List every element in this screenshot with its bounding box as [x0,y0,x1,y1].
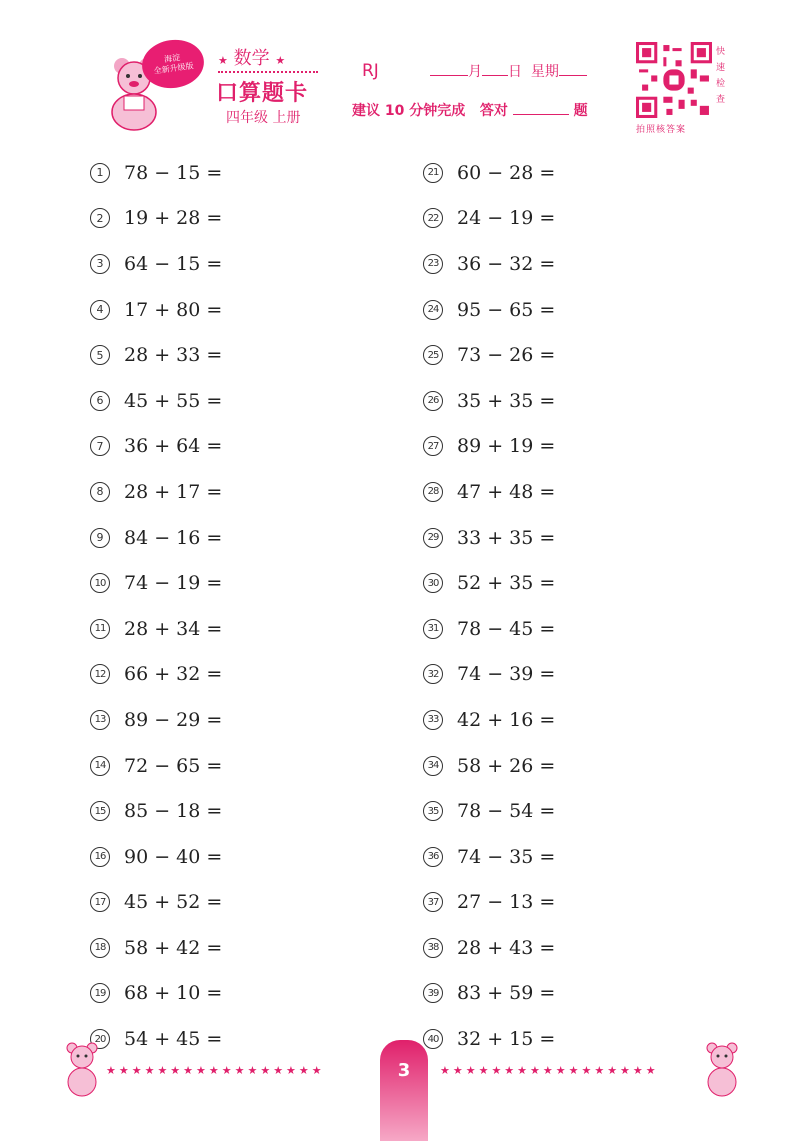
problem-expression: 19 + 28 = [124,207,223,230]
qr-code-icon [636,42,712,118]
problem-number: 25 [423,345,443,365]
problem-expression: 28 + 33 = [124,344,223,367]
problem-number: 9 [90,528,110,548]
time-suggestion: 建议 10 分钟完成 [352,103,466,119]
book-title: 口算题卡 [216,81,309,106]
problem-number: 10 [90,573,110,593]
problem-item [90,332,222,378]
problem-expression: 58 + 42 = [124,936,223,959]
problems-right-column [423,150,555,1062]
problem-item [423,880,555,926]
problem-number: 37 [423,892,443,912]
problem-expression: 47 + 48 = [457,480,556,503]
problem-number: 31 [423,619,443,639]
decorative-stars: ★★★★★★★★★★★★★★★★★ [440,1064,659,1077]
brand-block [102,40,317,135]
correct-label: 答对 [479,103,508,119]
qr-caption: 拍照核答案 [636,125,687,135]
date-fields [430,61,587,81]
problem-item [90,606,222,652]
problem-item [90,834,222,880]
problem-expression: 74 − 19 = [124,572,223,595]
problem-expression: 68 + 10 = [124,982,223,1005]
problem-number: 33 [423,710,443,730]
problem-number: 14 [90,756,110,776]
problem-item [423,743,555,789]
problem-number: 35 [423,801,443,821]
page-tab [380,1040,428,1141]
correct-count-blank[interactable] [513,100,569,115]
problem-expression: 78 − 54 = [457,800,556,823]
problem-expression: 45 + 55 = [124,389,223,412]
badge-line2: 全新升级版 [153,61,195,76]
problem-expression: 74 − 39 = [457,663,556,686]
problem-number: 12 [90,664,110,684]
problem-expression: 89 − 29 = [124,708,223,731]
problem-expression: 90 − 40 = [124,845,223,868]
star-icon: ★ [275,54,286,67]
problem-number: 8 [90,482,110,502]
problem-expression: 74 − 35 = [457,845,556,868]
edition-code: RJ [362,61,379,81]
badge-line1: 海淀 [163,52,181,65]
problem-item [90,150,222,196]
problem-item [90,241,222,287]
problem-item [423,150,555,196]
problem-number: 4 [90,300,110,320]
problem-expression: 17 + 80 = [124,298,223,321]
problem-expression: 85 − 18 = [124,800,223,823]
problem-number: 5 [90,345,110,365]
problem-item [423,788,555,834]
problem-item [90,196,222,242]
divider [218,71,318,73]
problem-expression: 60 − 28 = [457,161,556,184]
problem-item [423,925,555,971]
problem-number: 36 [423,847,443,867]
problem-item [90,424,222,470]
problem-expression: 28 + 43 = [457,936,556,959]
problem-expression: 24 − 19 = [457,207,556,230]
problem-number: 34 [423,756,443,776]
problem-item [90,287,222,333]
weekday-blank[interactable] [559,61,587,76]
day-label: 日 [508,64,522,80]
problem-expression: 78 − 15 = [124,161,223,184]
problem-item [423,971,555,1017]
problem-expression: 27 − 13 = [457,891,556,914]
problem-item [423,697,555,743]
problem-expression: 83 + 59 = [457,982,556,1005]
problem-number: 19 [90,983,110,1003]
problems-left-column [90,150,222,1062]
problem-expression: 95 − 65 = [457,298,556,321]
day-blank[interactable] [482,61,508,76]
problem-item [423,196,555,242]
problem-item [423,332,555,378]
problem-item [423,469,555,515]
problem-expression: 58 + 26 = [457,754,556,777]
instruction-line [352,100,588,120]
problem-expression: 72 − 65 = [124,754,223,777]
problem-number: 16 [90,847,110,867]
problem-number: 6 [90,391,110,411]
problem-number: 1 [90,163,110,183]
problem-number: 18 [90,938,110,958]
problem-expression: 45 + 52 = [124,891,223,914]
problem-item [423,378,555,424]
problem-number: 21 [423,163,443,183]
problem-number: 29 [423,528,443,548]
problem-number: 26 [423,391,443,411]
problem-expression: 64 − 15 = [124,252,223,275]
problem-expression: 73 − 26 = [457,344,556,367]
problem-expression: 66 + 32 = [124,663,223,686]
problem-number: 39 [423,983,443,1003]
problem-expression: 35 + 35 = [457,389,556,412]
problem-item [423,606,555,652]
problem-item [423,515,555,561]
problem-item [90,743,222,789]
decorative-stars: ★★★★★★★★★★★★★★★★★ [106,1064,325,1077]
problem-number: 3 [90,254,110,274]
problem-item [90,788,222,834]
problem-number: 27 [423,436,443,456]
grade-label: 四年级 上册 [226,110,301,126]
problem-number: 20 [90,1029,110,1049]
problem-number: 40 [423,1029,443,1049]
problem-expression: 42 + 16 = [457,708,556,731]
problem-number: 32 [423,664,443,684]
problem-number: 28 [423,482,443,502]
problem-expression: 33 + 35 = [457,526,556,549]
problem-number: 17 [90,892,110,912]
month-blank[interactable] [430,61,468,76]
problem-expression: 84 − 16 = [124,526,223,549]
page-number: 3 [397,1060,411,1081]
problem-expression: 28 + 34 = [124,617,223,640]
problem-item [90,652,222,698]
problem-number: 2 [90,208,110,228]
problem-item [90,697,222,743]
problem-item [423,287,555,333]
problem-item [423,424,555,470]
problem-item [90,925,222,971]
problem-item [423,652,555,698]
subject-label [218,44,285,70]
problem-number: 15 [90,801,110,821]
problem-item [90,560,222,606]
problem-item [423,560,555,606]
problem-item [90,515,222,561]
subject-text: 数学 [233,48,270,69]
star-icon: ★ [218,54,228,67]
problem-item [90,378,222,424]
qr-side-text: 快速检查 [716,47,726,105]
problem-expression: 36 − 32 = [457,252,556,275]
problem-item [90,971,222,1017]
problem-number: 30 [423,573,443,593]
problem-expression: 78 − 45 = [457,617,556,640]
problem-expression: 54 + 45 = [124,1028,223,1051]
problem-number: 13 [90,710,110,730]
problem-item [90,1016,222,1062]
problem-expression: 52 + 35 = [457,572,556,595]
problem-item [423,241,555,287]
problem-expression: 28 + 17 = [124,480,223,503]
problem-expression: 36 + 64 = [124,435,223,458]
bear-icon [700,1040,744,1098]
bear-icon [60,1040,104,1098]
weekday-label: 星期 [530,64,559,80]
problem-expression: 32 + 15 = [457,1028,556,1051]
problem-number: 11 [90,619,110,639]
month-label: 月 [468,64,482,80]
problems-unit: 题 [573,103,588,119]
problem-number: 7 [90,436,110,456]
problem-item [423,834,555,880]
problem-number: 38 [423,938,443,958]
problem-item [423,1016,555,1062]
problem-number: 24 [423,300,443,320]
problem-item [90,880,222,926]
problem-expression: 89 + 19 = [457,435,556,458]
problem-item [90,469,222,515]
problem-number: 22 [423,208,443,228]
problem-number: 23 [423,254,443,274]
